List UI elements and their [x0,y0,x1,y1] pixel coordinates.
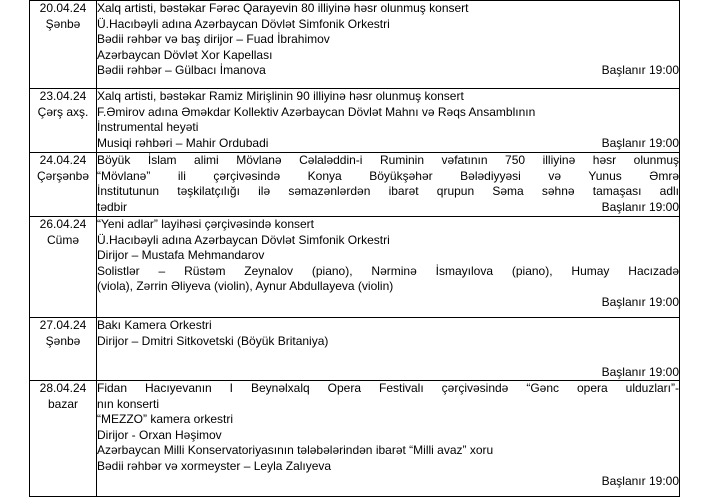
event-date: 27.04.24 [39,318,87,332]
table-row [30,318,680,381]
description-cell [97,153,680,217]
event-line: “Yeni adlar” layihəsi çərçivəsində konsert [97,217,314,231]
event-day: bazar [47,396,79,411]
date-cell [30,318,97,381]
event-day: Çərş axş. [37,104,89,119]
event-line: Bədii rəhbər və baş dirijor – Fuad İbrahimov [97,32,330,46]
event-line: Bədii rəhbər və xormeyster – Leyla Zalıyeva [97,458,332,473]
event-line: nın konserti [97,396,160,411]
event-day: Cümə [46,232,79,247]
date-cell [30,153,97,217]
start-time: Başlanır 19:00 [601,294,679,309]
event-day: Şənbə [45,16,81,31]
table-row [30,1,680,89]
event-line: Xalq artisti, bəstəkar Ramiz Mirişlinin 90 illiyinə həsr olunmuş konsert [97,89,464,103]
table-row [30,381,680,497]
description-cell [97,381,680,497]
start-time: Başlanır 19:00 [601,364,679,379]
event-line: Fidan Hacıyevanın I Beynəlxalq Opera Festivalı çərçivəsində “Gənc opera ulduzları”- [97,381,679,395]
event-line: Azərbaycan Dövlət Xor Kapellası [97,47,273,62]
event-line: “MEZZO” kamera orkestri [97,412,234,426]
date-cell [30,381,97,497]
description-cell [97,1,680,89]
event-date: 26.04.24 [39,217,87,231]
event-line: Ü.Hacıbəyli adına Azərbaycan Dövlət Simfonik Orkestri [97,232,390,247]
event-line: Azərbaycan Milli Konservatoriyasının tələbələrindən ibarət “Milli avaz” xoru [97,443,494,457]
table-row [30,89,680,153]
event-line: Xalq artisti, bəstəkar Fərəc Qarayevin 80 illiyinə həsr olunmuş konsert [97,1,469,15]
event-day: Şənbə [45,333,81,348]
event-line: tədbir [97,199,128,214]
event-date: 28.04.24 [39,381,87,395]
event-line: Böyük İslam alimi Mövlanə Cəlaləddin-i Ruminin vəfatının 750 illiyinə həsr olunmuş [97,153,679,167]
event-line: Bədii rəhbər – Gülbacı İmanova [97,63,266,77]
date-cell [30,89,97,153]
event-line: İnstrumental heyəti [97,120,199,134]
start-time: Başlanır 19:00 [601,63,679,77]
blank-line [97,349,679,365]
event-line: Bakı Kamera Orkestri [97,318,212,332]
event-line: Dirijor – Dmitri Sitkovetski (Böyük Britaniya) [97,333,329,348]
event-day: Çərşənbə [36,168,90,183]
event-line: Solistlər – Rüstəm Zeynalov (piano), Nərminə İsmayılova (piano), Humay Hacızadə [97,263,679,278]
event-line: Dirijor – Mustafa Mehmandarov [97,248,265,262]
event-line: Ü.Hacıbəyli adına Azərbaycan Dövlət Simfonik Orkestri [97,16,390,31]
start-time: Başlanır 19:00 [601,135,679,150]
description-cell [97,89,680,153]
event-date: 24.04.24 [39,153,87,167]
date-cell [30,1,97,89]
concert-schedule-table [29,0,680,497]
description-cell [97,217,680,318]
table-row [30,153,680,217]
event-date: 20.04.24 [39,1,87,15]
table-row [30,217,680,318]
event-line: İnstitutunun təşkilatçılığı ilə səmazənlərdən ibarət qrupun Səma səhnə tamaşası adlı [97,184,679,198]
event-line: Dirijor - Orxan Həşimov [97,427,222,442]
start-time: Başlanır 19:00 [601,474,679,488]
event-line: “Mövlanə” ili çərçivəsində Konya Böyükşəhər Bələdiyyəsi və Yunus Əmrə [97,168,679,183]
event-line: F.Əmirov adına Əməkdar Kollektiv Azərbaycan Dövlət Mahnı və Rəqs Ansamblının [97,104,536,119]
date-cell [30,217,97,318]
event-date: 23.04.24 [39,89,87,103]
event-line: Musiqi rəhbəri – Mahir Ordubadi [97,135,269,150]
event-line: (viola), Zərrin Əliyeva (violin), Aynur Abdullayeva (violin) [97,279,394,293]
description-cell [97,318,680,381]
start-time: Başlanır 19:00 [601,199,679,214]
